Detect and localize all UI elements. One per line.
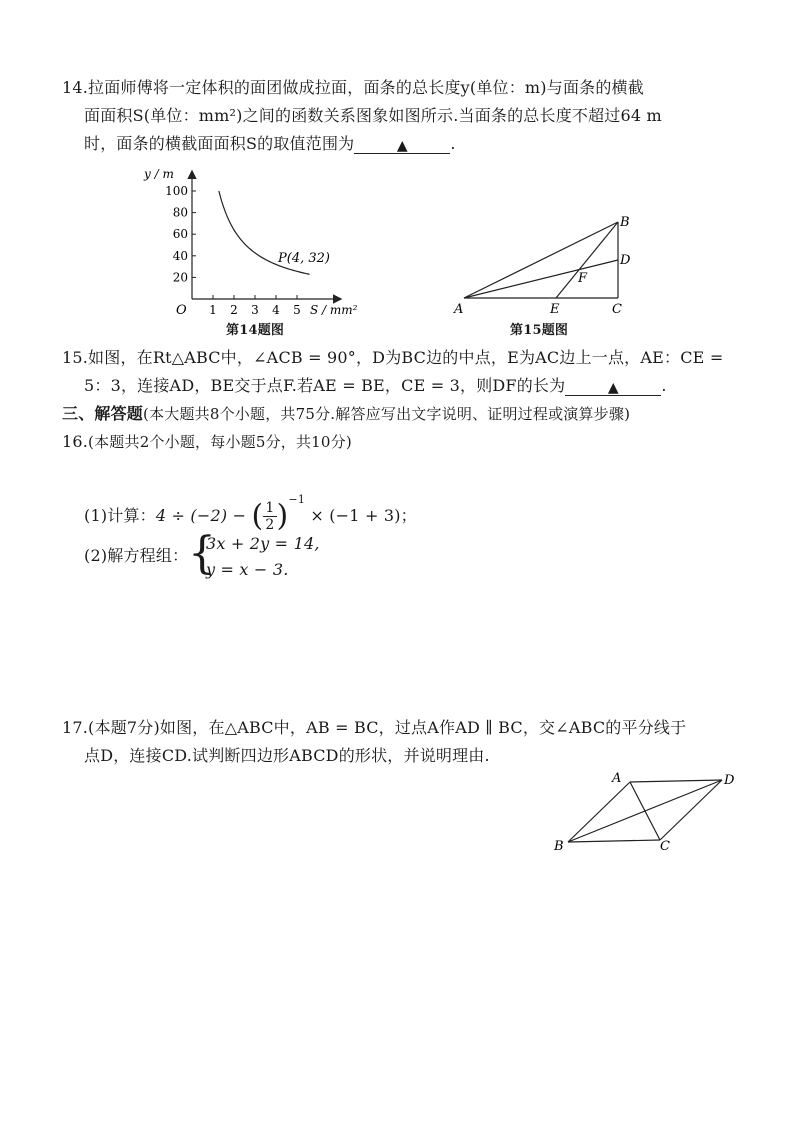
q14-figure-caption: 第14题图	[226, 323, 285, 338]
q15-figure	[452, 214, 652, 324]
q15-label-d: D	[620, 253, 631, 268]
q17-side-bc	[568, 840, 660, 842]
q17-label-b: B	[554, 839, 564, 854]
section3-note: (本大题共8个小题，共75分.解答应写出文字说明、证明过程或演算步骤)	[143, 405, 631, 423]
q16-eq2: y = x − 3.	[206, 560, 289, 579]
q14-y-tick-label: 100	[165, 184, 188, 198]
q15-line2	[84, 376, 667, 396]
q16-note: (本题共2个小题，每小题5分，共10分)	[88, 433, 352, 451]
q14-graph	[140, 164, 380, 344]
right-paren-icon: )	[276, 498, 289, 534]
q16-part1-expr-a: 4 ÷ (−2) −	[155, 506, 247, 525]
q14-y-tick-label: 20	[172, 270, 188, 285]
triangle-marker-icon: ▲	[607, 380, 619, 396]
q14-x-ticks	[209, 295, 301, 317]
q15-line2-text: 5：3，连接AD，BE交于点F.若AE = BE，CE = 3，则DF的长为	[84, 376, 566, 395]
q16-fraction	[263, 500, 276, 533]
q14-x-tick-label: 4	[272, 303, 280, 317]
q17-line1: 17.(本题7分)如图，在△ABC中，AB = BC，过点A作AD ∥ BC，交∠ABC的平分线于	[62, 718, 687, 737]
q15-segment-ad	[464, 260, 618, 298]
q14-y-tick-label: 40	[172, 248, 188, 263]
q14-x-tick-label: 1	[209, 303, 217, 317]
q16-fraction-denominator: 2	[265, 517, 275, 533]
section3-heading	[62, 404, 630, 424]
q16-part1-label: (1)计算：	[84, 506, 156, 525]
q15-label-e: E	[550, 302, 560, 317]
q14-x-tick-label: 2	[230, 303, 238, 317]
q15-label-b: B	[620, 215, 630, 230]
q15-label-a: A	[454, 302, 464, 317]
q17-label-d: D	[724, 773, 735, 788]
q15-line2-end: .	[661, 376, 667, 395]
q17-figure	[550, 770, 750, 860]
q14-x-axis-label: S / mm²	[310, 303, 358, 317]
q14-y-tick-label: 80	[172, 205, 188, 220]
q15-label-f: F	[578, 271, 588, 286]
q14-line2: 面面积S(单位：mm²)之间的函数关系图象如图所示.当面条的总长度不超过64 m	[84, 106, 662, 125]
triangle-marker-icon: ▲	[396, 138, 408, 154]
q14-line1: 14.拉面师傅将一定体积的面团做成拉面，面条的总长度y(单位：m)与面条的横截	[62, 78, 644, 97]
q16-number: 16.	[62, 432, 89, 451]
q17-side-ab	[568, 782, 630, 842]
section3-title: 三、解答题	[62, 404, 144, 423]
q16-part1-expr-b: × (−1 + 3)；	[310, 506, 417, 525]
q16-exponent: −1	[288, 493, 306, 506]
q14-x-tick-label: 3	[251, 303, 259, 317]
q16-heading	[62, 432, 352, 452]
q15-segment-be	[556, 222, 618, 298]
q15-figure-caption: 第15题图	[510, 323, 569, 338]
q14-y-ticks	[165, 184, 196, 284]
q16-fraction-numerator: 1	[265, 500, 275, 516]
q17-label-c: C	[660, 839, 670, 854]
q16-eq1: 3x + 2y = 14,	[206, 534, 320, 553]
q17-side-ad	[630, 780, 722, 782]
q14-y-axis-label: y / m	[144, 167, 174, 181]
q15-answer-blank[interactable]	[565, 377, 661, 396]
q17-side-cd	[660, 780, 722, 840]
q14-point-label: P(4, 32)	[278, 251, 330, 266]
q15-label-c: C	[612, 302, 622, 317]
left-brace-icon: {	[188, 528, 216, 579]
q14-answer-blank[interactable]	[354, 135, 450, 154]
q14-y-tick-label: 60	[172, 227, 188, 242]
q17-line2: 点D，连接CD.试判断四边形ABCD的形状，并说明理由.	[84, 746, 490, 765]
q16-part2-label: (2)解方程组：	[84, 546, 189, 565]
q16-part1	[84, 480, 417, 536]
q15-line1: 15.如图，在Rt△ABC中，∠ACB = 90°，D为BC边的中点，E为AC边上一点，AE：CE =	[62, 348, 724, 367]
q14-line3-text: 时，面条的横截面面积S的取值范围为	[84, 134, 355, 153]
q17-label-a: A	[612, 771, 622, 786]
q14-x-tick-label: 5	[293, 303, 301, 317]
left-paren-icon: (	[251, 498, 264, 534]
q14-line3-end: .	[450, 134, 456, 153]
q15-side-ab	[464, 222, 618, 298]
q14-line3	[84, 134, 456, 154]
q14-origin-label: O	[176, 303, 187, 318]
q17-segment-bd	[568, 780, 722, 842]
